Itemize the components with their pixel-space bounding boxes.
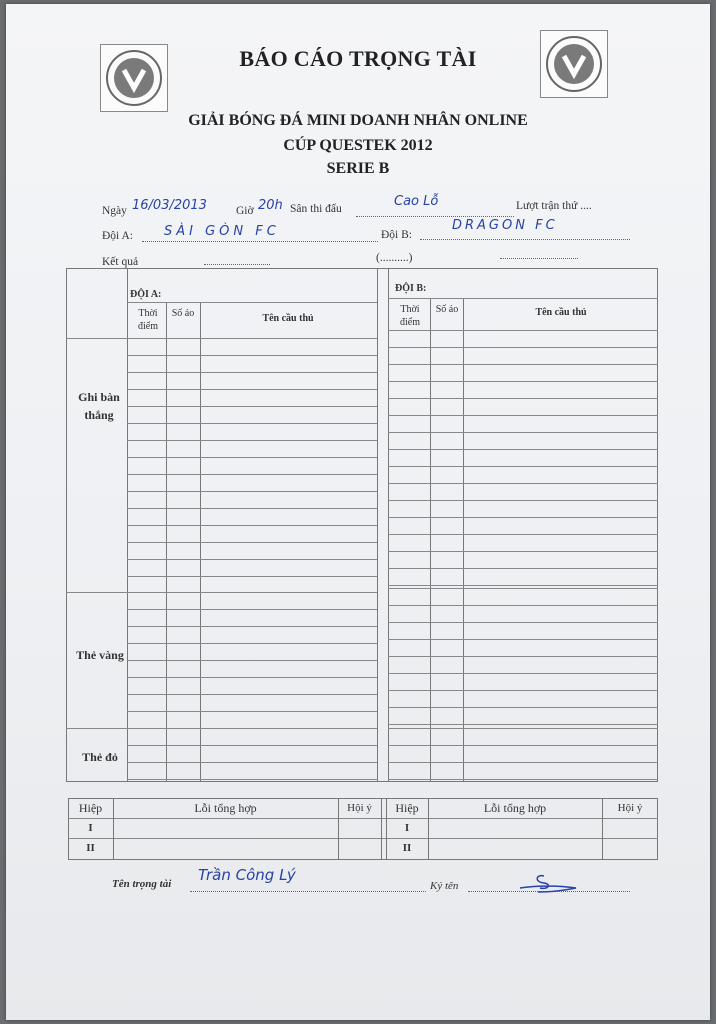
table-row-line bbox=[127, 389, 377, 390]
team-a-col-time: Thời điểm bbox=[138, 308, 158, 332]
table-row-line bbox=[388, 415, 658, 416]
table-row-line bbox=[388, 466, 658, 467]
venue-value: Cao Lỗ bbox=[394, 194, 439, 209]
summary-col-fouls-b: Lỗi tổng hợp bbox=[483, 801, 547, 815]
table-row-line bbox=[127, 406, 377, 407]
signature-mark bbox=[514, 870, 584, 896]
series-name: SERIE B bbox=[326, 160, 390, 177]
table-row-line bbox=[127, 762, 377, 763]
table-row-line bbox=[127, 542, 377, 543]
round-label: Lượt trận thứ .... bbox=[516, 200, 592, 212]
section-yellow-cards: Thẻ vàng bbox=[76, 648, 124, 662]
team-b-header: ĐỘI B: bbox=[395, 283, 427, 294]
referee-name: Trần Công Lý bbox=[198, 866, 296, 884]
table-row-line bbox=[127, 508, 377, 509]
table-row-line bbox=[388, 381, 658, 382]
team-b-label: Đội B: bbox=[381, 229, 412, 241]
table-row-line bbox=[388, 398, 658, 399]
table-row-line bbox=[388, 673, 658, 674]
table-row-line bbox=[388, 690, 658, 691]
table-row-line bbox=[388, 585, 658, 586]
table-section-line bbox=[388, 728, 658, 729]
summary-col-half-a: Hiệp bbox=[78, 801, 103, 815]
table-row-line bbox=[388, 534, 658, 535]
table-row-line bbox=[388, 517, 658, 518]
table-col-line bbox=[388, 268, 389, 782]
referee-label: Tên trọng tài bbox=[112, 878, 172, 890]
table-row-line bbox=[388, 639, 658, 640]
summary-col-notes-a: Hội ý bbox=[347, 802, 372, 814]
table-row-line bbox=[127, 745, 377, 746]
venue-label: Sân thi đấu bbox=[290, 203, 342, 215]
team-b-dots bbox=[420, 239, 630, 240]
table-section-line bbox=[66, 728, 377, 729]
table-col-line bbox=[463, 298, 464, 782]
team-b-col-time: Thời điểm bbox=[400, 304, 420, 328]
table-row-line bbox=[388, 605, 658, 606]
table-col-line bbox=[430, 298, 431, 782]
result-b-dots bbox=[500, 258, 578, 259]
table-row-line bbox=[388, 762, 658, 763]
time-value: 20h bbox=[258, 198, 283, 213]
tournament-name: GIẢI BÓNG ĐÁ MINI DOANH NHÂN ONLINE bbox=[188, 112, 528, 129]
signature-label: Ký tên bbox=[430, 880, 459, 892]
table-col-line bbox=[377, 268, 378, 782]
table-row-line bbox=[127, 711, 377, 712]
table-section-line bbox=[388, 330, 658, 331]
table-row-line bbox=[127, 779, 377, 780]
table-row-line bbox=[388, 707, 658, 708]
team-b-col-number: Số áo bbox=[435, 304, 459, 315]
table-header-line bbox=[388, 298, 658, 299]
venue-dots bbox=[356, 216, 514, 217]
table-row-line bbox=[127, 440, 377, 441]
table-row-line bbox=[127, 423, 377, 424]
summary-col-fouls-a: Lỗi tổng hợp bbox=[194, 801, 257, 815]
summary-row-1-b: I bbox=[404, 822, 410, 834]
table-row-line bbox=[388, 568, 658, 569]
table-section-line bbox=[66, 592, 377, 593]
team-b-col-player: Tên cầu thủ bbox=[535, 307, 587, 318]
table-row-line bbox=[127, 457, 377, 458]
time-label: Giờ bbox=[236, 205, 254, 217]
result-middle: (..........) bbox=[376, 252, 413, 264]
table-row-line bbox=[127, 474, 377, 475]
table-row-line bbox=[388, 622, 658, 623]
table-row-line bbox=[127, 643, 377, 644]
team-a-col-player: Tên cầu thủ bbox=[262, 313, 314, 324]
table-row-line bbox=[127, 355, 377, 356]
section-goals: Ghi bàn thắng bbox=[78, 390, 120, 422]
table-row-line bbox=[388, 724, 658, 725]
referee-dots bbox=[190, 891, 426, 892]
table-row-line bbox=[388, 347, 658, 348]
table-row-line bbox=[388, 364, 658, 365]
summary-col-notes-b: Hội ý bbox=[617, 802, 643, 814]
table-row-line bbox=[388, 500, 658, 501]
table-row-line bbox=[127, 491, 377, 492]
table-row-line bbox=[388, 656, 658, 657]
table-row-line bbox=[388, 483, 658, 484]
table-row-line bbox=[127, 372, 377, 373]
table-row-line bbox=[127, 559, 377, 560]
date-value: 16/03/2013 bbox=[132, 198, 207, 213]
table-row-line bbox=[127, 525, 377, 526]
table-row-line bbox=[127, 677, 377, 678]
team-a-col-number: Số áo bbox=[171, 308, 195, 319]
table-row-line bbox=[127, 660, 377, 661]
team-b-value: DRAGON FC bbox=[452, 218, 558, 233]
team-a-dots bbox=[142, 241, 378, 242]
table-row-line bbox=[388, 432, 658, 433]
summary-col-half-b: Hiệp bbox=[395, 801, 419, 815]
table-row-line bbox=[388, 779, 658, 780]
table-row-line bbox=[388, 551, 658, 552]
result-label: Kết quả bbox=[102, 256, 139, 268]
cup-name: CÚP QUESTEK 2012 bbox=[283, 137, 433, 154]
summary-row-2-b: II bbox=[402, 842, 412, 854]
team-a-label: Đội A: bbox=[102, 230, 133, 242]
table-row-line bbox=[127, 609, 377, 610]
summary-row-1-a: I bbox=[88, 822, 93, 834]
table-row-line bbox=[388, 745, 658, 746]
table-section-line bbox=[388, 588, 658, 589]
team-a-header: ĐỘI A: bbox=[130, 289, 162, 300]
table-section-line bbox=[66, 338, 377, 339]
document-title: BÁO CÁO TRỌNG TÀI bbox=[239, 46, 477, 71]
section-red-cards: Thẻ đỏ bbox=[82, 750, 118, 764]
summary-row-2-a: II bbox=[86, 842, 95, 854]
date-label: Ngày bbox=[102, 205, 127, 217]
table-row-line bbox=[127, 576, 377, 577]
table-row-line bbox=[127, 694, 377, 695]
team-a-value: SÀI GÒN FC bbox=[164, 224, 280, 239]
result-a-dots bbox=[204, 264, 270, 265]
table-row-line bbox=[127, 626, 377, 627]
table-row-line bbox=[388, 449, 658, 450]
